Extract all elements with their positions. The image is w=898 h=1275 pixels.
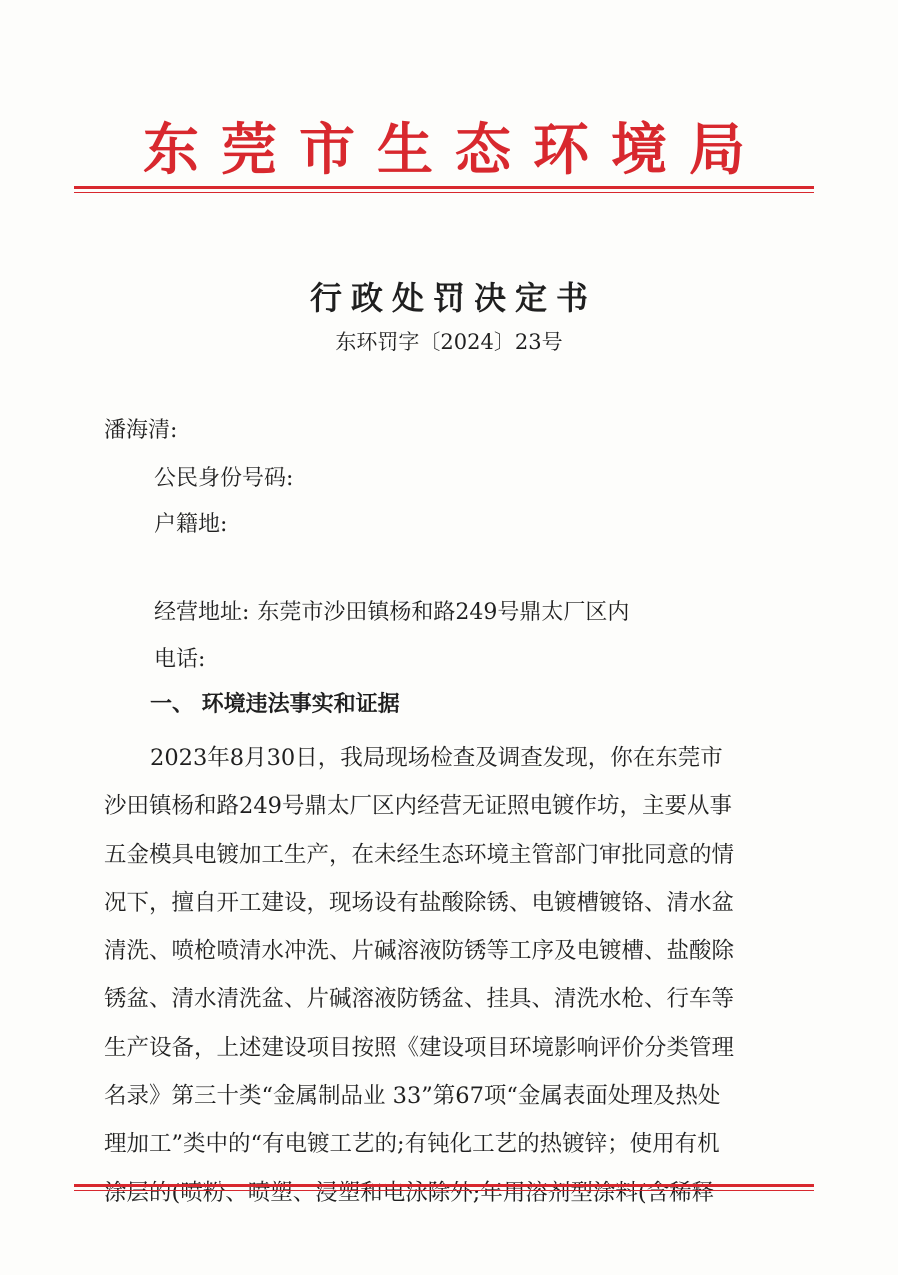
- paragraph-line: 名录》第三十类“金属制品业 33”第67项“金属表面处理及热处: [104, 1083, 721, 1110]
- paragraph-line: 锈盆、清水清洗盆、片碱溶液防锈盆、挂具、清洗水枪、行车等: [104, 986, 735, 1013]
- document-title: 行政处罚决定书: [309, 279, 597, 317]
- document-number: 东环罚字〔2024〕23号: [335, 330, 563, 354]
- id-number-label: 公民身份号码:: [154, 466, 294, 491]
- agency-letterhead: 东莞市生态环境局: [143, 117, 767, 183]
- paragraph-line: 沙田镇杨和路249号鼎太厂区内经营无证照电镀作坊，主要从事: [104, 793, 732, 820]
- footer-red-rule: [74, 1184, 814, 1191]
- paragraph-line: 生产设备，上述建设项目按照《建设项目环境影响评价分类管理: [104, 1034, 735, 1061]
- paragraph-line: 清洗、喷枪喷清水冲洗、片碱溶液防锈等工序及电镀槽、盐酸除: [104, 938, 735, 965]
- business-address-value: 东莞市沙田镇杨和路249号鼎太厂区内: [257, 600, 630, 625]
- paragraph-line: 五金模具电镀加工生产，在未经生态环境主管部门审批同意的情: [104, 841, 735, 868]
- hukou-label: 户籍地:: [154, 512, 228, 537]
- paragraph-line: 况下，擅自开工建设，现场设有盐酸除锈、电镀槽镀铬、清水盆: [104, 889, 735, 916]
- business-address-label: 经营地址:: [154, 600, 250, 625]
- telephone-label: 电话:: [154, 647, 206, 672]
- section-heading: 一、 环境违法事实和证据: [150, 692, 400, 717]
- business-address: [154, 596, 629, 630]
- addressee-name: 潘海清:: [104, 418, 178, 443]
- paragraph-line: 2023年8月30日，我局现场检查及调查发现，你在东莞市: [150, 745, 723, 771]
- paragraph-line: 理加工”类中的“有电镀工艺的;有钝化工艺的热镀锌；使用有机: [104, 1131, 720, 1158]
- facts-paragraph: [104, 734, 816, 1217]
- letterhead-red-rule: [74, 186, 814, 193]
- paragraph-line: 涂层的(喷粉、喷塑、浸塑和电泳除外;年用溶剂型涂料(含稀释: [104, 1179, 715, 1206]
